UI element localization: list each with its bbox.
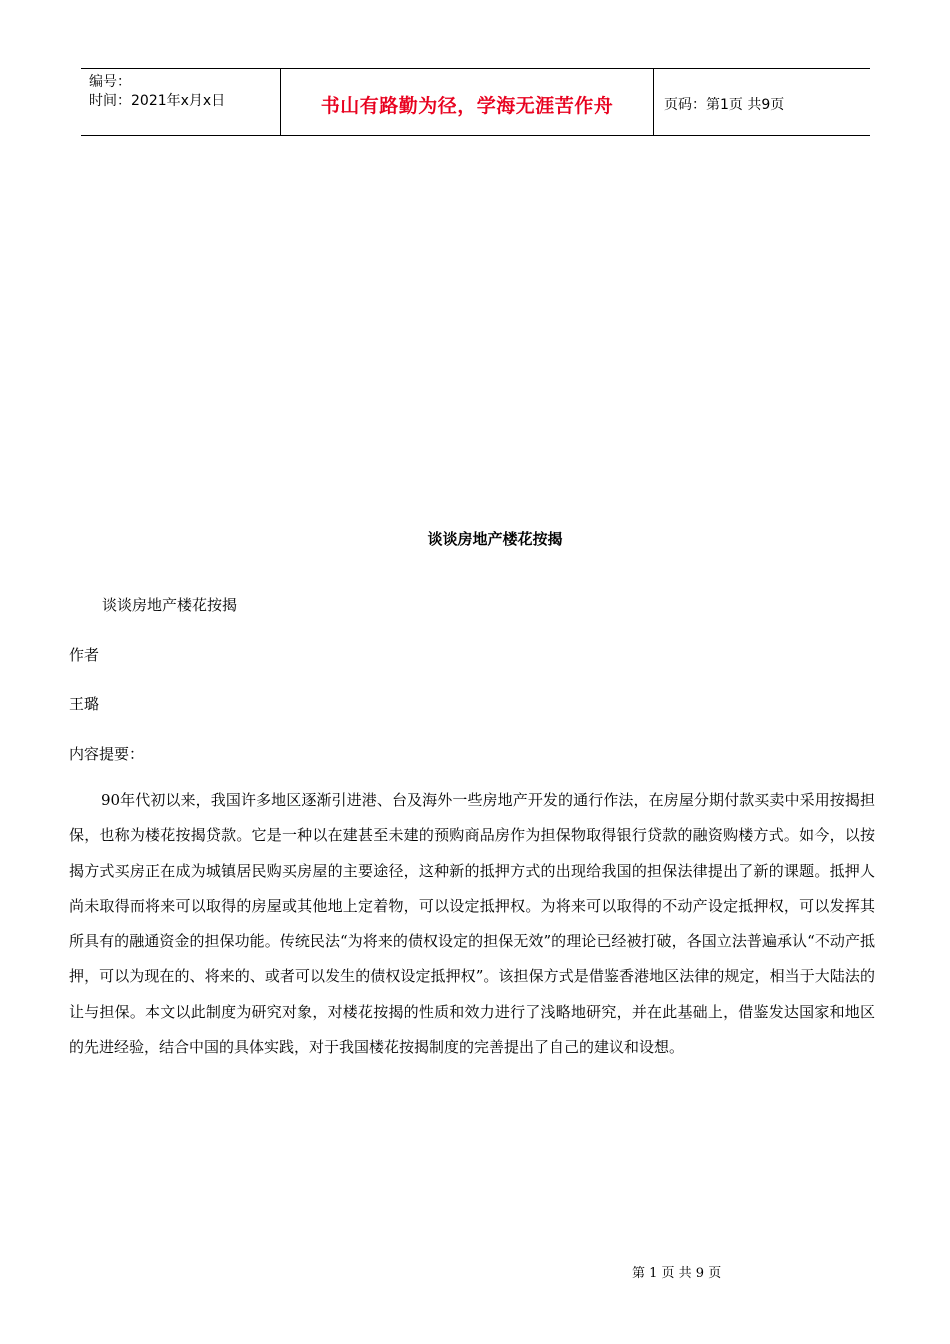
abstract-body: 90年代初以来，我国许多地区逐渐引进港、台及海外一些房地产开发的通行作法，在房屋分期付款买卖中采用按揭担保，也称为楼花按揭贷款。它是一种以在建甚至未建的预购商品房作为担保物取得银行贷款的融资购楼方式。如今，以按揭方式买房正在成为城镇居民购买房屋的主要途径，这种新的抵押方式的出现给我国的担保法律提出了新的课题。抵押人尚未取得而将来可以取得的房屋或其他地上定着物，可以设定抵押权。为将来可以取得的不动产设定抵押权，可以发挥其所具有的融通资金的担保功能。传统民法“为将来的债权设定的担保无效”的理论已经被打破，各国立法普遍承认“不动产抵押，可以为现在的、将来的、或者可以发生的债权设定抵押权”。该担保方式是借鉴香港地区法律的规定，相当于大陆法的让与担保。本文以此制度为研究对象，对楼花按揭的性质和效力进行了浅略地研究，并在此基础上，借鉴发达国家和地区的先进经验，结合中国的具体实践，对于我国楼花按揭制度的完善提出了自己的建议和设想。 bbox=[69, 791, 875, 1057]
header-motto-cell bbox=[281, 69, 654, 135]
time-label: 时间：2021年x月x日 bbox=[89, 93, 226, 109]
document-title: 谈谈房地产楼花按揭 bbox=[427, 530, 563, 548]
header-page-cell bbox=[654, 69, 870, 135]
header-info-cell bbox=[81, 69, 281, 135]
number-label: 编号： bbox=[89, 74, 131, 90]
header-table bbox=[81, 68, 870, 136]
page-code: 页码：第1页 共9页 bbox=[664, 97, 785, 113]
motto-text: 书山有路勤为径，学海无涯苦作舟 bbox=[320, 94, 614, 117]
author-name: 王璐 bbox=[69, 695, 100, 713]
page-footer: 第 1 页 共 9 页 bbox=[632, 1266, 722, 1281]
document-subtitle: 谈谈房地产楼花按揭 bbox=[102, 596, 238, 614]
abstract-label: 内容提要： bbox=[69, 745, 145, 763]
author-label: 作者 bbox=[69, 646, 100, 664]
